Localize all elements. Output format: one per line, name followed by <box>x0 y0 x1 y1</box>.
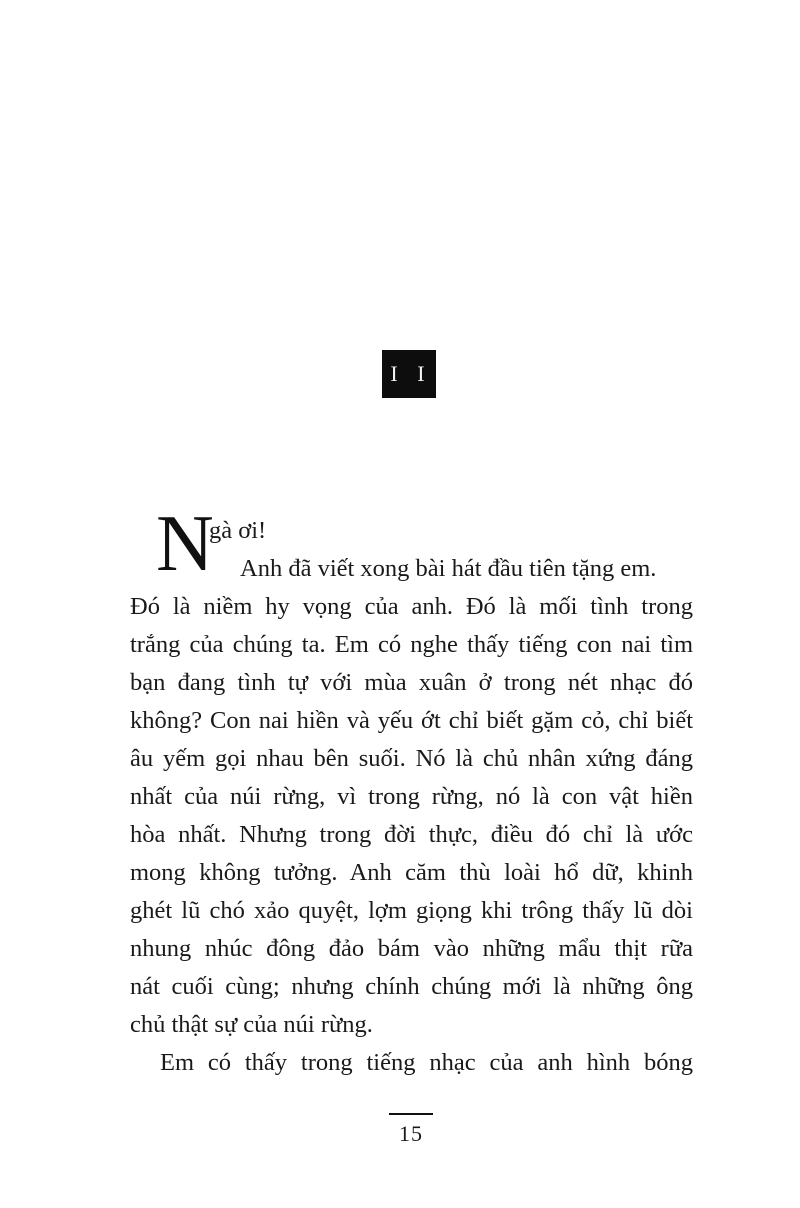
text-line: gà ơi! <box>209 517 267 544</box>
page-number: 15 <box>399 1121 423 1146</box>
text-line: nhung nhúc đông đảo bám vào những mẩu thịt rữa <box>130 935 693 962</box>
chapter-number: I I <box>390 361 432 386</box>
text-line: nát cuối cùng; nhưng chính chúng mới là những ông <box>130 973 693 1000</box>
text-line: ghét lũ chó xảo quyệt, lợm giọng khi trông thấy lũ dòi <box>130 897 693 924</box>
text-line: âu yếm gọi nhau bên suối. Nó là chủ nhân xứng đáng <box>130 745 693 772</box>
page-number-rule <box>389 1113 433 1115</box>
drop-cap: N <box>156 500 214 588</box>
text-line: trắng của chúng ta. Em có nghe thấy tiếng con nai tìm <box>130 631 693 658</box>
text-line: Đó là niềm hy vọng của anh. Đó là mối tình trong <box>130 593 693 620</box>
text-line: Anh đã viết xong bài hát đầu tiên tặng em. <box>240 555 657 582</box>
chapter-number-badge <box>382 350 436 398</box>
text-line: hòa nhất. Nhưng trong đời thực, điều đó chỉ là ước <box>130 821 693 848</box>
text-line: mong không tưởng. Anh căm thù loài hổ dữ, khinh <box>130 859 693 886</box>
text-line: nhất của núi rừng, vì trong rừng, nó là con vật hiền <box>130 783 693 810</box>
text-line: không? Con nai hiền và yếu ớt chỉ biết gặm cỏ, chỉ biết <box>130 707 693 734</box>
text-line: chủ thật sự của núi rừng. <box>130 1011 373 1038</box>
text-line: bạn đang tình tự với mùa xuân ở trong nét nhạc đó <box>130 669 693 696</box>
text-line: Em có thấy trong tiếng nhạc của anh hình bóng <box>160 1049 693 1076</box>
